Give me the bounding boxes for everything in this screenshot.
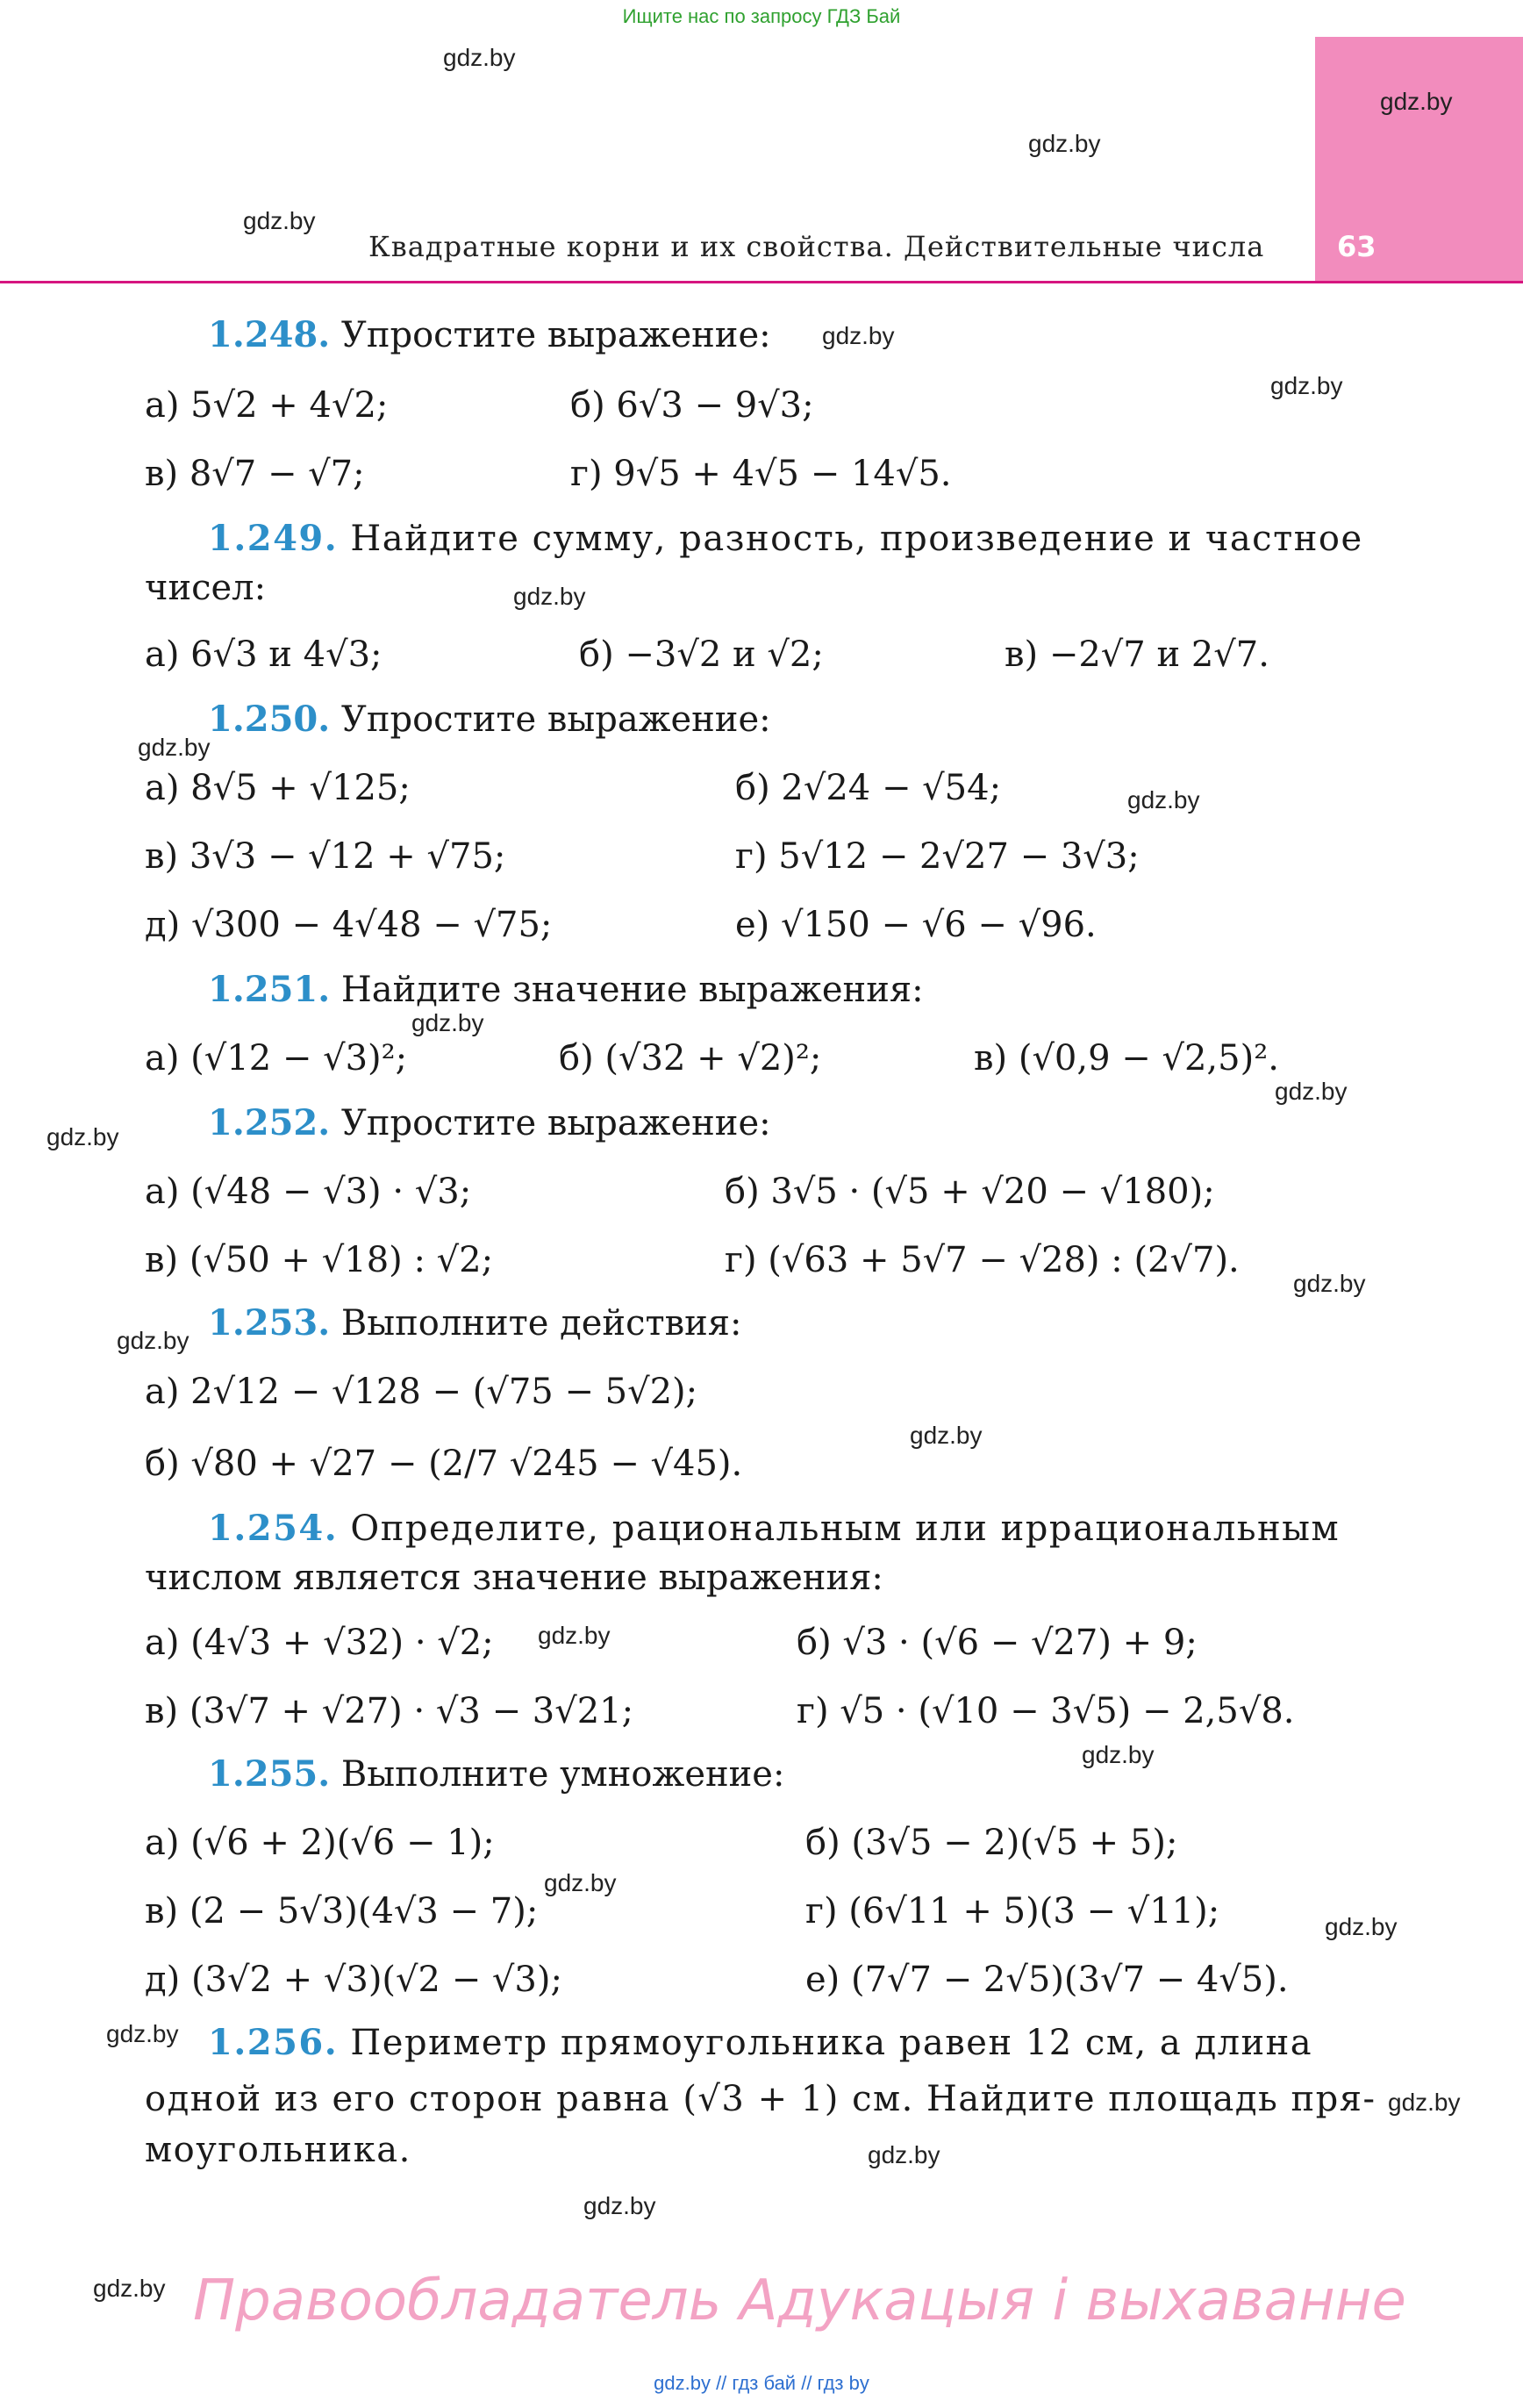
problem-1-256-heading: 1.256. Периметр прямоугольника равен 12 см, а длина <box>208 2022 1313 2063</box>
problem-1-255-f: е) (7√7 − 2√5)(3√7 − 4√5). <box>805 1960 1289 2000</box>
problem-1-252-b: б) 3√5 · (√5 + √20 − √180); <box>725 1172 1215 1212</box>
problem-1-250-b: б) 2√24 − √54; <box>735 768 1002 808</box>
header-rule <box>0 281 1523 283</box>
problem-1-250-e: д) √300 − 4√48 − √75; <box>145 905 553 945</box>
problem-1-255-a: а) (√6 + 2)(√6 − 1); <box>145 1823 495 1863</box>
problem-1-251-c: в) (√0,9 − √2,5)². <box>974 1038 1279 1079</box>
watermark: gdz.by <box>513 583 586 610</box>
problem-1-254-b: б) √3 · (√6 − √27) + 9; <box>797 1623 1198 1663</box>
watermark: gdz.by <box>583 2192 656 2219</box>
watermark: gdz.by <box>138 734 211 761</box>
watermark: gdz.by <box>1388 2089 1461 2116</box>
running-head: Квадратные корни и их свойства. Действительные числа <box>368 230 1265 263</box>
bottom-links[interactable]: gdz.by // гдз бай // гдз by <box>654 2372 869 2394</box>
watermark: gdz.by <box>243 207 316 234</box>
top-banner[interactable]: Ищите нас по запросу ГДЗ Бай <box>622 5 901 27</box>
problem-1-249-b: б) −3√2 и √2; <box>579 634 824 675</box>
watermark: gdz.by <box>1127 786 1200 813</box>
watermark: gdz.by <box>1293 1270 1366 1297</box>
problem-1-256-line3: моугольника. <box>145 2130 411 2170</box>
watermark: gdz.by <box>443 44 516 71</box>
problem-1-250-heading: 1.250. Упростите выражение: <box>208 699 771 740</box>
problem-1-255-b: б) (3√5 − 2)(√5 + 5); <box>805 1823 1178 1863</box>
problem-1-255-e: д) (3√2 + √3)(√2 − √3); <box>145 1960 562 2000</box>
watermark: gdz.by <box>93 2275 166 2302</box>
watermark: gdz.by <box>868 2141 940 2168</box>
problem-1-248-a: а) 5√2 + 4√2; <box>145 385 389 426</box>
watermark: gdz.by <box>117 1327 189 1354</box>
problem-1-250-a: а) 8√5 + √125; <box>145 768 411 808</box>
problem-1-252-d: г) (√63 + 5√7 − √28) : (2√7). <box>725 1240 1240 1280</box>
watermark: gdz.by <box>1275 1078 1348 1105</box>
problem-1-250-f: е) √150 − √6 − √96. <box>735 905 1097 945</box>
problem-1-254-c: в) (3√7 + √27) · √3 − 3√21; <box>145 1691 634 1731</box>
problem-1-249-a: а) 6√3 и 4√3; <box>145 634 383 675</box>
problem-1-251-a: а) (√12 − √3)²; <box>145 1038 408 1079</box>
problem-1-254-heading: 1.254. Определите, рациональным или иррациональным <box>208 1508 1341 1549</box>
page-number: 63 <box>1337 230 1376 263</box>
problem-1-254-heading-cont: числом является значение выражения: <box>145 1558 883 1598</box>
problem-1-254-a: а) (4√3 + √32) · √2; <box>145 1623 494 1663</box>
problem-1-248-b: б) 6√3 − 9√3; <box>570 385 814 426</box>
watermark: gdz.by <box>46 1123 119 1150</box>
watermark: gdz.by <box>1028 130 1101 157</box>
problem-1-253-heading: 1.253. Выполните действия: <box>208 1302 742 1344</box>
problem-1-255-d: г) (6√11 + 5)(3 − √11); <box>805 1891 1220 1931</box>
watermark: gdz.by <box>538 1622 611 1649</box>
problem-1-249-heading-cont: чисел: <box>145 568 267 608</box>
problem-1-252-c: в) (√50 + √18) : √2; <box>145 1240 494 1280</box>
problem-1-255-heading: 1.255. Выполните умножение: <box>208 1753 785 1795</box>
problem-1-250-d: г) 5√12 − 2√27 − 3√3; <box>735 836 1140 877</box>
watermark: gdz.by <box>1325 1913 1398 1940</box>
watermark: gdz.by <box>1380 88 1453 115</box>
problem-1-248-c: в) 8√7 − √7; <box>145 454 365 494</box>
watermark: gdz.by <box>411 1009 484 1036</box>
problem-1-252-heading: 1.252. Упростите выражение: <box>208 1102 771 1143</box>
watermark: gdz.by <box>1082 1741 1155 1768</box>
watermark: gdz.by <box>822 322 895 349</box>
problem-1-251-heading: 1.251. Найдите значение выражения: <box>208 969 924 1010</box>
problem-1-249-c: в) −2√7 и 2√7. <box>1005 634 1269 675</box>
problem-1-252-a: а) (√48 − √3) · √3; <box>145 1172 472 1212</box>
problem-1-254-d: г) √5 · (√10 − 3√5) − 2,5√8. <box>797 1691 1295 1731</box>
watermark: gdz.by <box>1270 372 1343 399</box>
problem-1-250-c: в) 3√3 − √12 + √75; <box>145 836 506 877</box>
problem-1-249-heading: 1.249. Найдите сумму, разность, произведение и частное <box>208 518 1363 559</box>
problem-1-251-b: б) (√32 + √2)²; <box>559 1038 822 1079</box>
watermark: gdz.by <box>544 1869 617 1896</box>
problem-1-248-d: г) 9√5 + 4√5 − 14√5. <box>570 454 952 494</box>
problem-1-253-a: а) 2√12 − √128 − (√75 − 5√2); <box>145 1372 698 1412</box>
watermark: gdz.by <box>106 2020 179 2047</box>
problem-1-248-heading: 1.248. Упростите выражение: <box>208 314 771 355</box>
problem-1-256-line2: одной из его сторон равна (√3 + 1) см. Найдите площадь пря- <box>145 2079 1376 2119</box>
problem-1-255-c: в) (2 − 5√3)(4√3 − 7); <box>145 1891 539 1931</box>
watermark: gdz.by <box>910 1422 983 1449</box>
problem-1-253-b: б) √80 + √27 − (2/7 √245 − √45). <box>145 1444 743 1484</box>
rights-holder-footer: Правообладатель Адукацыя і выхаванне <box>193 2268 1406 2333</box>
